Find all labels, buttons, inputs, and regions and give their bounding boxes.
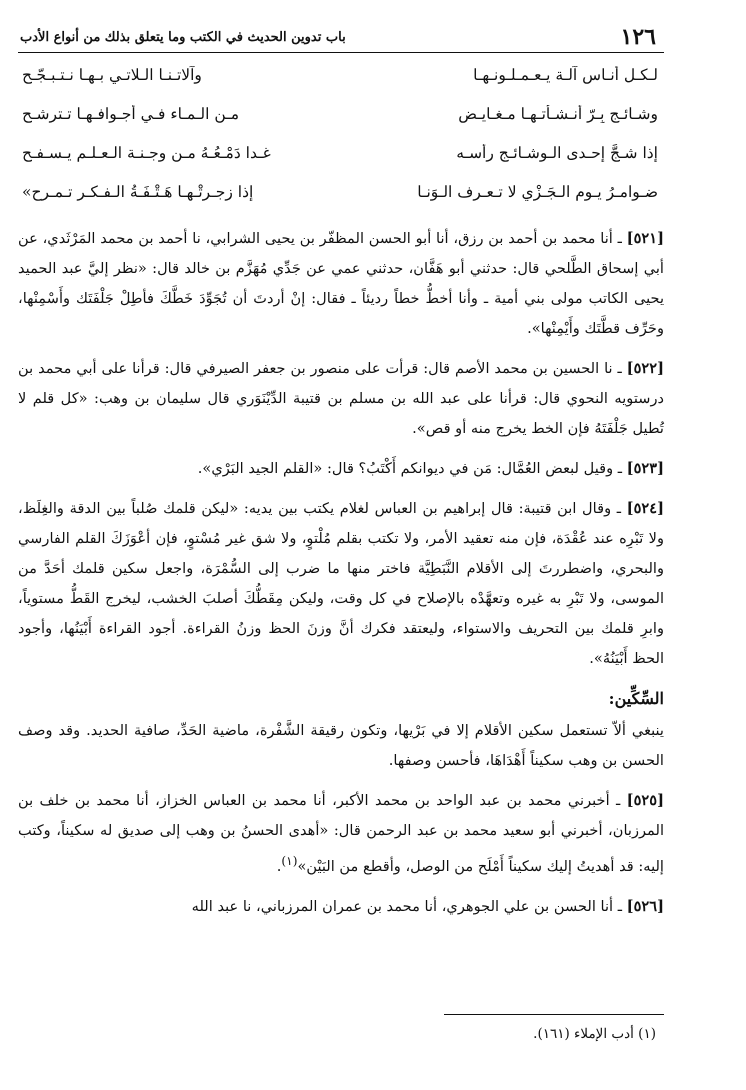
- paragraph: [18, 224, 664, 344]
- paragraph-number: [٥٢٤]: [626, 500, 664, 517]
- paragraph: [18, 892, 664, 922]
- main-text: [18, 224, 664, 922]
- paragraph-number: [٥٢٦]: [626, 897, 664, 915]
- paragraph-text: ـ نا الحسين بن محمد الأصم قال: قرأت على منصور بن جعفر الصيرفي قال: قرأنا على أبي محمد بن درستويه النحوي قال: قرأنا على عبد الله بن مسلم بن قتيبة الدِّيْنَوَري قال سليمان بن وهب: «كل قلم لا تُطيل جَلْفَتَهُ فإن الخط يخرج منه أو قص».: [18, 360, 664, 437]
- footnote-divider: [444, 1014, 664, 1015]
- verse: [18, 144, 664, 184]
- verse-first-hemistich: ضـوامـرُ يـوم الـجَـزْي لا تـعـرف الـوَنـا: [417, 183, 658, 201]
- paragraph-text: ـ أخبرني محمد بن عبد الواحد بن محمد الأكبر، أنا محمد بن العباس الخزاز، أنا محمد بن خلف بن المرزبان، أخبرني أبو سعيد محمد بن عبد الرحمن قال: «أهدى الحسنُ بن وهب إلى صديق له سكيناً، وكتب إليه: قد أهديتُ إليك سكيناً أَمْلَح من الوصل، وأقطع من البَيْن»: [18, 792, 664, 875]
- paragraph-text: ـ وقيل لبعض العُمَّال: مَن في ديوانكم أَكْتَبُ؟ قال: «القلم الجيد البَرْي».: [197, 460, 627, 477]
- paragraph: [18, 786, 664, 882]
- paragraph-text: ـ أنا محمد بن أحمد بن رزق، أنا أبو الحسن المظفّر بن يحيى الشرابي، نا أحمد بن محمد المَرْثَدي، عن أبي إسحاق الطَّلحي قال: حدثني أبو هَفَّان، حدثني عمي عن جَدِّي مُهَزَّم بن خالد قال: «نظر إليَّ عبد الحميد يحيى الكاتب مولى بني أمية ـ وأنا أخطُّ خطاً رديئاً ـ فقال: إنْ أردتَ أن تُجَوِّدَ خَطَّكَ فأطِلْ جَلْفَتَك وأَسْمِنْها، وحَرِّف قطَّتَك وأَيْمِنْها».: [18, 230, 664, 337]
- verse: [18, 183, 664, 223]
- footnote: (١) أدب الإملاء (١٦١).: [533, 1026, 656, 1042]
- paragraph: [18, 494, 664, 674]
- section-subheading: السِّكِّين:: [608, 689, 664, 708]
- poem: [18, 66, 664, 226]
- book-page: [18, 20, 664, 1070]
- paragraph-number: [٥٢٣]: [626, 460, 664, 477]
- running-title: باب تدوين الحديث في الكتب وما يتعلق بذلك من أنواع الأدب: [20, 30, 346, 45]
- footnote-reference: (١): [281, 854, 298, 868]
- paragraph-number: [٥٢٥]: [626, 792, 664, 809]
- verse-first-hemistich: إذا شـجَّ إحـدى الـوشـائـج رأسـه: [456, 144, 658, 162]
- verse: [18, 66, 664, 106]
- verse-second-hemistich: وآلاتـنـا الـلاتـي بـهـا نـتـبـجّـح: [22, 66, 202, 84]
- paragraph-number: [٥٢٢]: [626, 360, 664, 377]
- paragraph-number: [٥٢١]: [626, 230, 664, 247]
- verse-first-hemistich: لـكـل أنـاس آلـة يـعـمـلـونـهـا: [473, 66, 658, 84]
- paragraph: [18, 454, 664, 484]
- verse-second-hemistich: مـن الـمـاء فـي أجـوافـهـا تـترشـح: [22, 105, 240, 123]
- paragraph-text: ـ وقال ابن قتيبة: قال إبراهيم بن العباس لغلام يكتب بين يديه: «ليكن قلمك صُلباً بين الدقة والغِلَظ، ولا تَبْرِه عند عُقْدَة، فإن منه تعقيد الأمر، ولا تكتب بقلم مُلْتوٍ، ولا شق غير مُسْتوٍ، فإن أعْوَزَكَ القلم الفارسي والبحري، واضطررتَ إلى الأقلام النَّبَطِيَّة فاختر منها ما ضرب إلى السُّمْرَة، واجعل سكين قلمك أحَدَّ من الموسى، ولا تَبْرِ به غيره وتعهَّدْه بالإصلاح في كل وقت، وليكن مِقَطُّكَ أصلبَ الخشب، ليخرج القَطُّ مستوياً، وابرِ قلمك بين التحريف والاستواء، وليعتقد فكرك أنَّ وزنَ الحظ وزنُ القراءة. أجود القراءة أَبْيَنُها، وأجود الحظ أَبْيَنُهُ».: [18, 500, 664, 667]
- verse-first-hemistich: وشـائـج بِـرّ أنـشـأتـهـا مـغـايـض: [458, 105, 658, 123]
- paragraph: ينبغي ألاّ تستعمل سكين الأقلام إلا في بَرْيها، وتكون رقيقة الشَّفْرة، ماضية الحَدِّ، صافية الحديد. وقد وصف الحسن بن وهب سكيناً أَهْدَاهَا، فأحسن وصفها.: [18, 722, 664, 769]
- paragraph-tail: .: [276, 857, 282, 875]
- verse-second-hemistich: غـدا دَمْـعُـهُ مـن وجـنـة الـعـلـم يـسـفـح: [22, 144, 271, 162]
- page-number: ١٢٦: [620, 24, 656, 50]
- page-header: [18, 22, 664, 53]
- verse-second-hemistich: إذا زجـرتْـهـا هَـتْـفَـةُ الـفـكـر تـمـرح»: [22, 183, 254, 201]
- paragraph: [18, 354, 664, 444]
- verse: [18, 105, 664, 145]
- paragraph-text: ـ أنا الحسن بن علي الجوهري، أنا محمد بن عمران المرزباني، نا عبد الله: [191, 897, 627, 915]
